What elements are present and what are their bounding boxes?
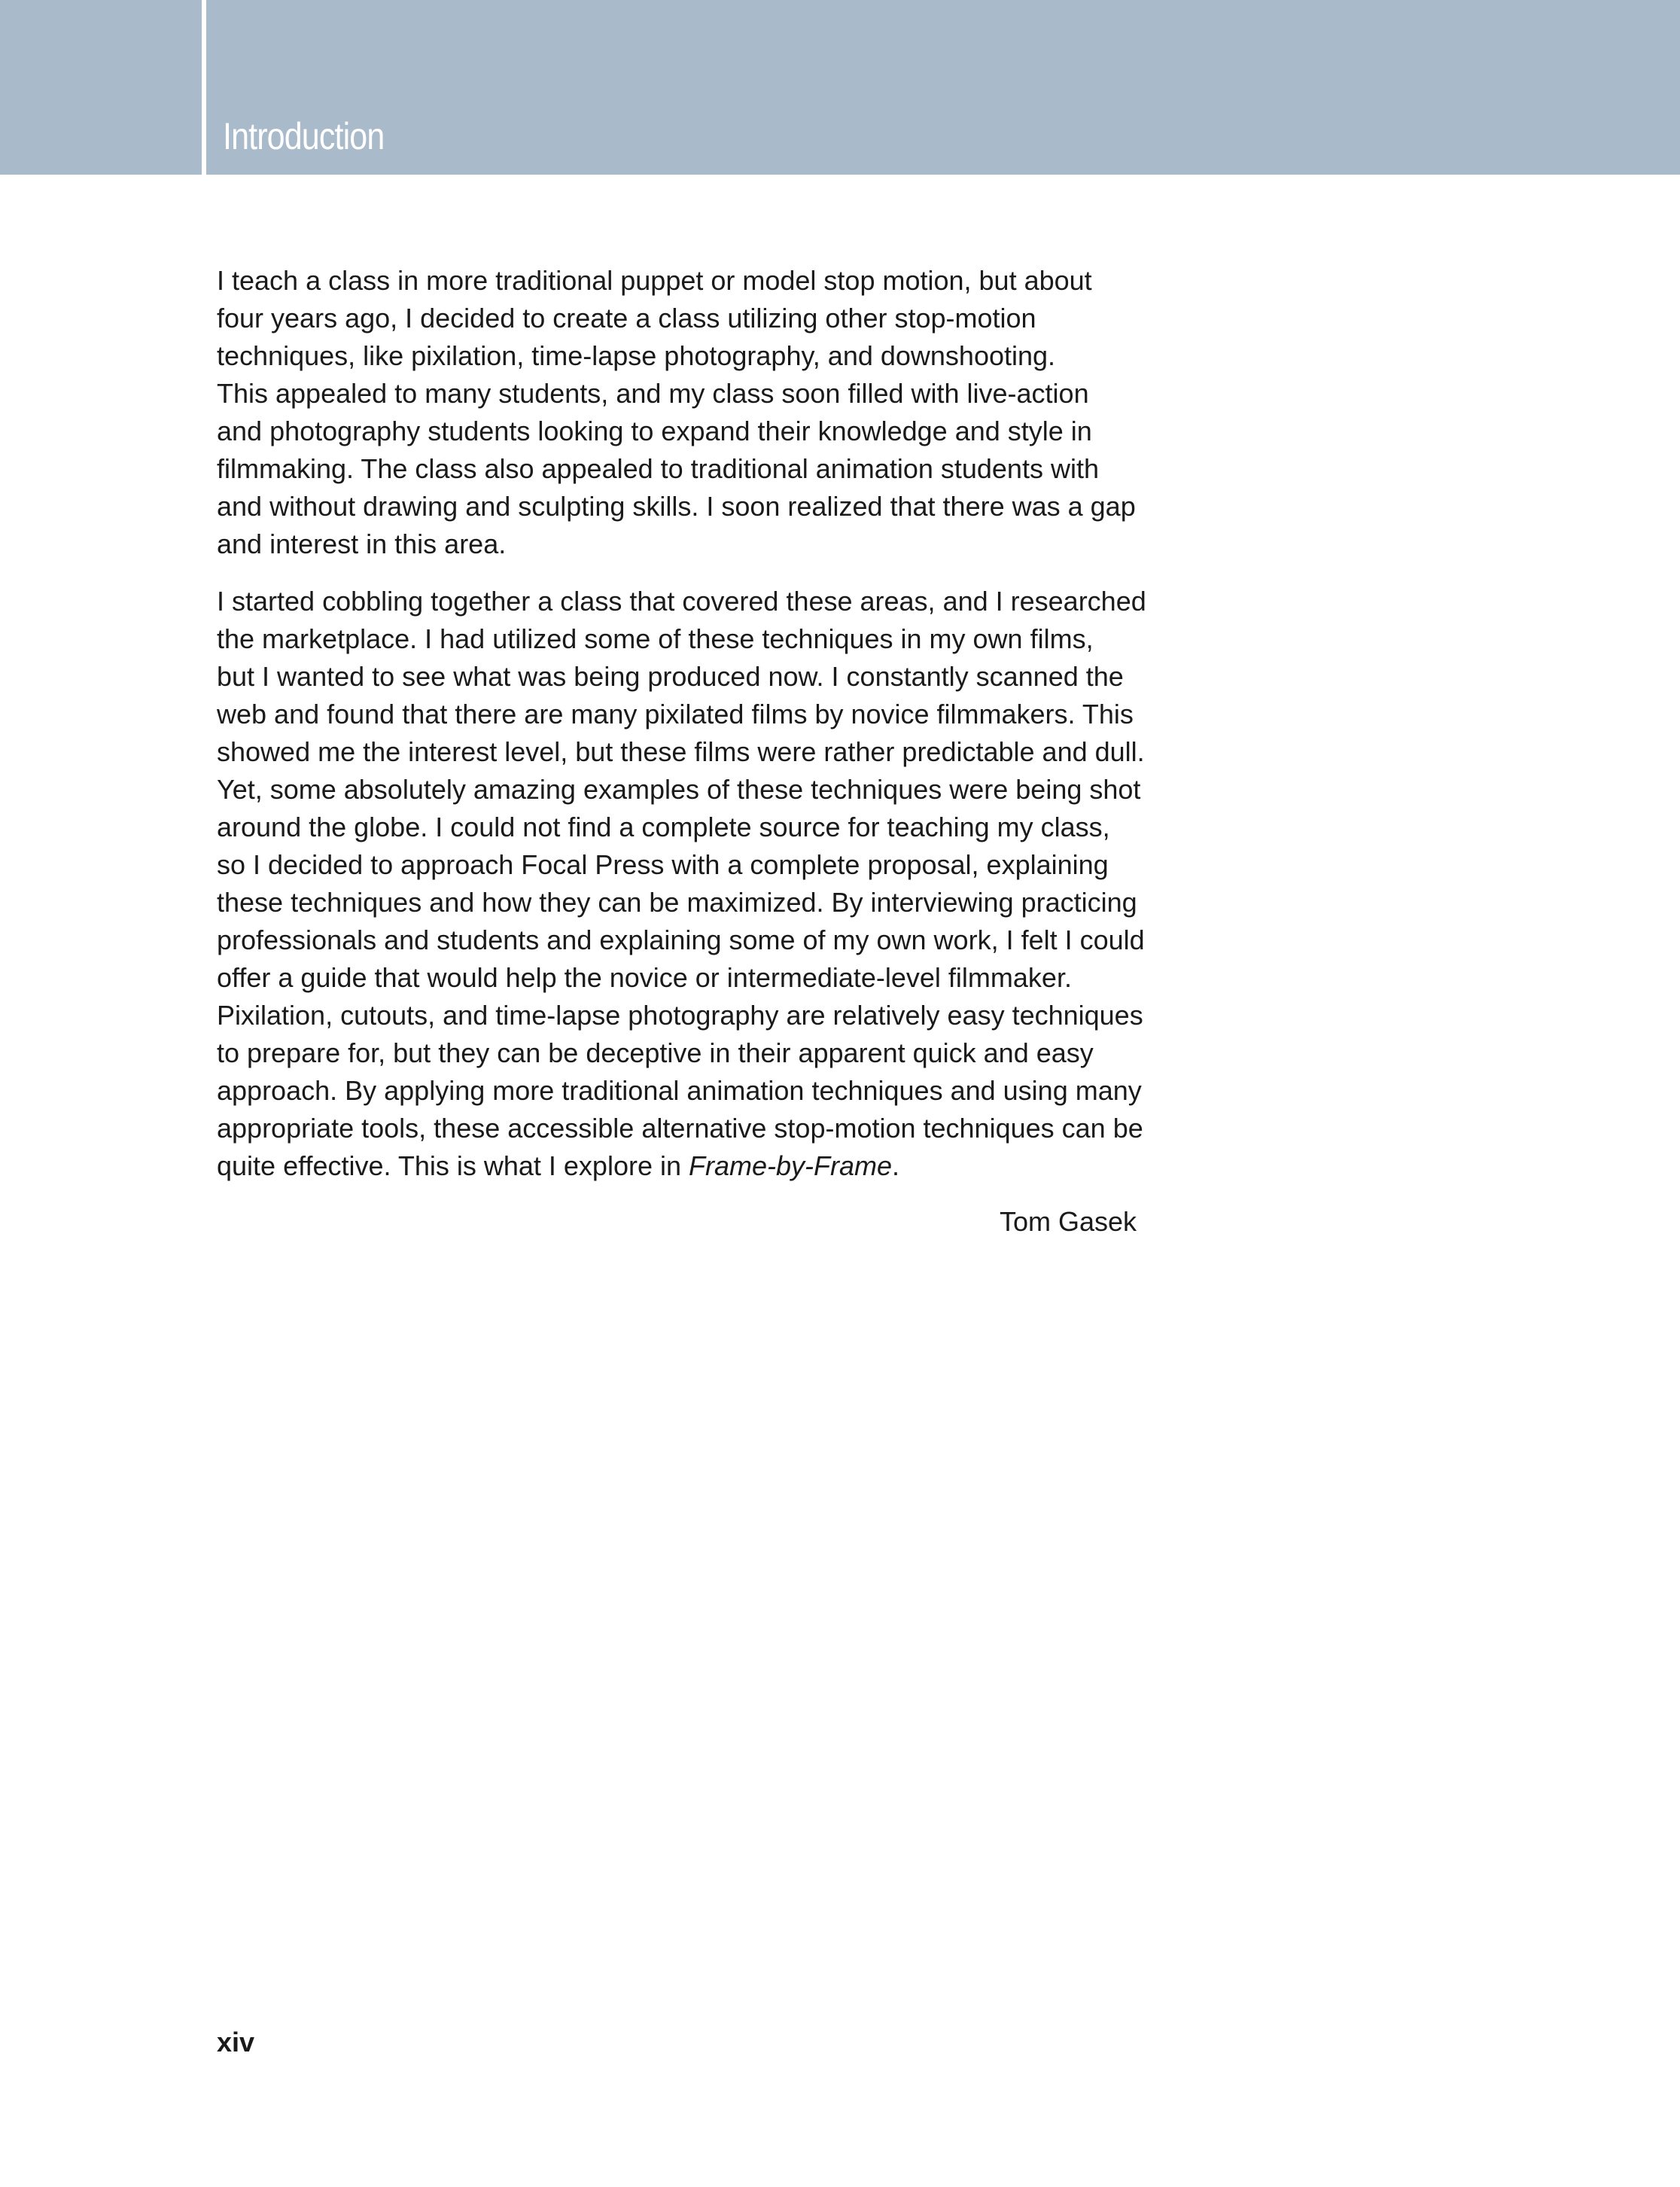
text-line: professionals and students and explaining some of my own work, I felt I could (217, 924, 1145, 955)
last-line-suffix: . (892, 1150, 900, 1181)
text-line: the marketplace. I had utilized some of these techniques in my own films, (217, 623, 1094, 654)
author-signature: Tom Gasek (999, 1206, 1137, 1237)
header-divider (202, 0, 206, 175)
text-line: Yet, some absolutely amazing examples of these techniques were being shot (217, 774, 1141, 805)
text-line: offer a guide that would help the novice or intermediate-level filmmaker. (217, 962, 1072, 993)
text-line: filmmaking. The class also appealed to traditional animation students with (217, 453, 1099, 484)
text-line: techniques, like pixilation, time-lapse photography, and downshooting. (217, 340, 1056, 371)
text-line: so I decided to approach Focal Press with a complete proposal, explaining (217, 849, 1109, 880)
book-title: Frame-by-Frame (689, 1150, 893, 1181)
text-line: approach. By applying more traditional animation techniques and using many (217, 1075, 1142, 1106)
page-number: xiv (217, 2027, 255, 2058)
paragraph-1 (217, 262, 1137, 563)
text-line: four years ago, I decided to create a class utilizing other stop-motion (217, 303, 1036, 334)
last-line-prefix: quite effective. This is what I explore in (217, 1150, 689, 1181)
text-line-last (217, 1147, 1137, 1185)
text-line: Pixilation, cutouts, and time-lapse photography are relatively easy techniques (217, 1000, 1143, 1031)
text-line: but I wanted to see what was being produced now. I constantly scanned the (217, 661, 1124, 692)
text-line: I started cobbling together a class that covered these areas, and I researched (217, 586, 1146, 617)
text-line: web and found that there are many pixilated films by novice filmmakers. This (217, 699, 1134, 730)
header-band (0, 0, 1680, 175)
text-line: to prepare for, but they can be deceptive in their apparent quick and easy (217, 1037, 1094, 1068)
paragraph-2 (217, 583, 1146, 1185)
chapter-title: Introduction (223, 115, 385, 157)
text-line: and without drawing and sculpting skills. I soon realized that there was a gap (217, 491, 1136, 522)
body-text (217, 262, 1146, 1205)
text-line: and photography students looking to expand their knowledge and style in (217, 416, 1092, 446)
text-line: these techniques and how they can be maximized. By interviewing practicing (217, 887, 1137, 918)
text-line: I teach a class in more traditional puppet or model stop motion, but about (217, 265, 1092, 296)
text-line: This appealed to many students, and my class soon filled with live-action (217, 378, 1089, 409)
text-line: appropriate tools, these accessible alternative stop-motion techniques can be (217, 1113, 1143, 1144)
text-line: showed me the interest level, but these films were rather predictable and dull. (217, 736, 1145, 767)
text-line: around the globe. I could not find a complete source for teaching my class, (217, 812, 1110, 842)
text-line: and interest in this area. (217, 528, 507, 559)
